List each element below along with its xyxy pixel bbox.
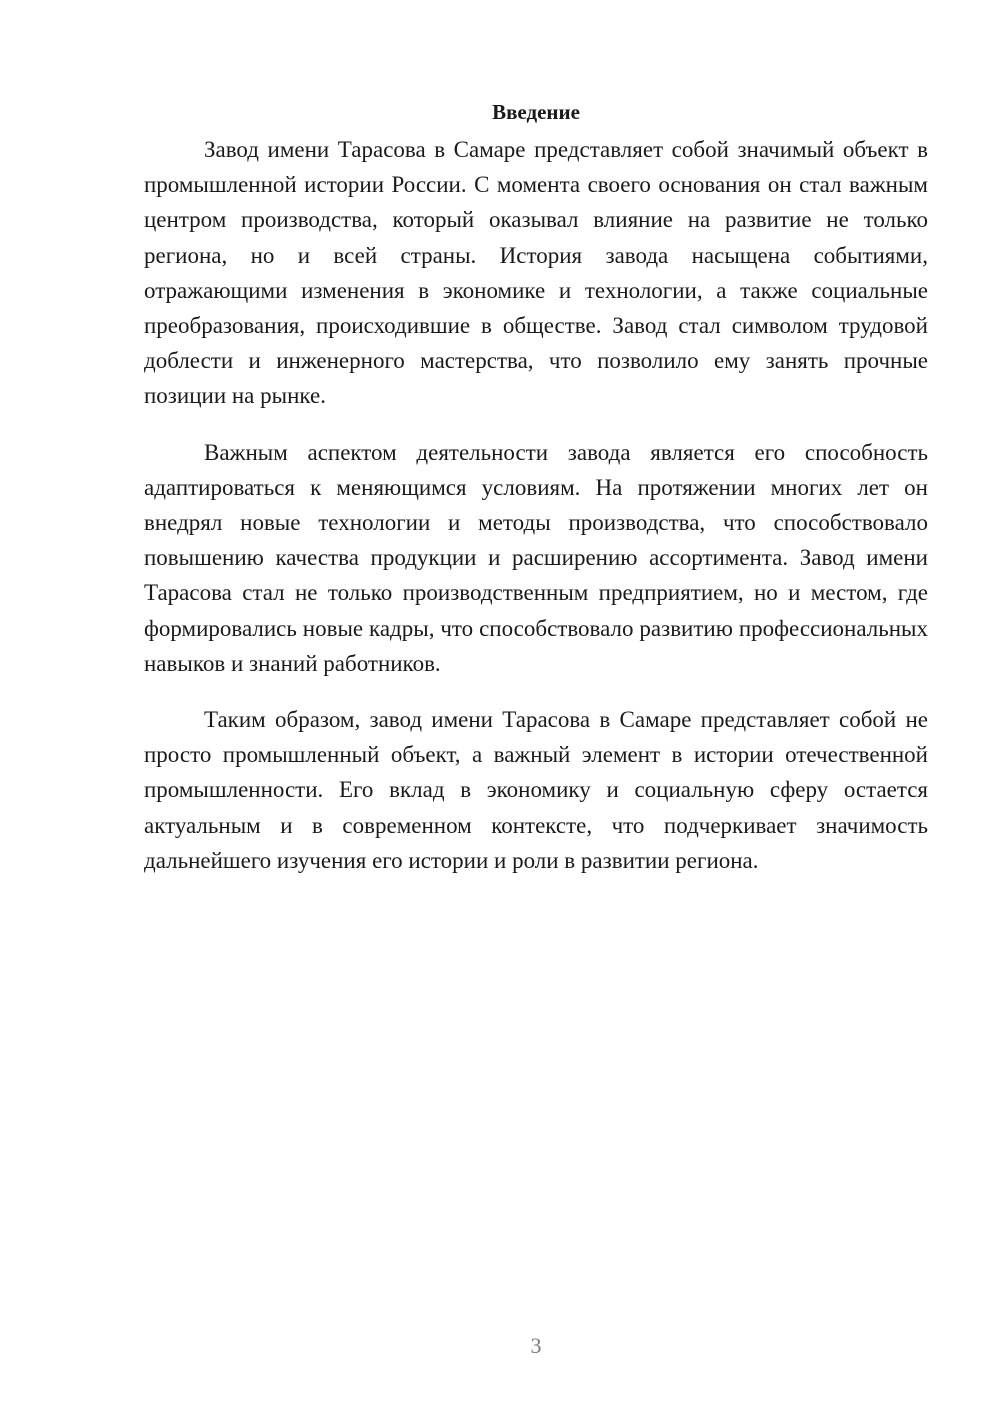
page-body xyxy=(144,94,928,878)
page-number: 3 xyxy=(530,1333,542,1358)
section-heading: Введение xyxy=(492,100,580,124)
paragraph-1: Завод имени Тарасова в Самаре представляет собой значимый объект в промышленной истории России. С момента своего основания он стал важным центром производства, который оказывал влияние на развитие не только региона, но и всей страны. История завода насыщена событиями, отражающими изменения в экономике и технологии, а также социальные преобразования, происходившие в обществе. Завод стал символом трудовой доблести и инженерного мастерства, что позволило ему занять прочные позиции на рынке. xyxy=(144,137,928,409)
paragraph-3: Таким образом, завод имени Тарасова в Самаре представляет собой не просто промышленный объект, а важный элемент в истории отечественной промышленности. Его вклад в экономику и социальную сферу остается актуальным и в современном контексте, что подчеркивает значимость дальнейшего изучения его истории и роли в развитии региона. xyxy=(144,707,928,873)
paragraph-2: Важным аспектом деятельности завода является его способность адаптироваться к меняющимся условиям. На протяжении многих лет он внедрял новые технологии и методы производства, что способствовало повышению качества продукции и расширению ассортимента. Завод имени Тарасова стал не только производственным предприятием, но и местом, где формировались новые кадры, что способствовало развитию профессиональных навыков и знаний работников. xyxy=(144,439,928,676)
